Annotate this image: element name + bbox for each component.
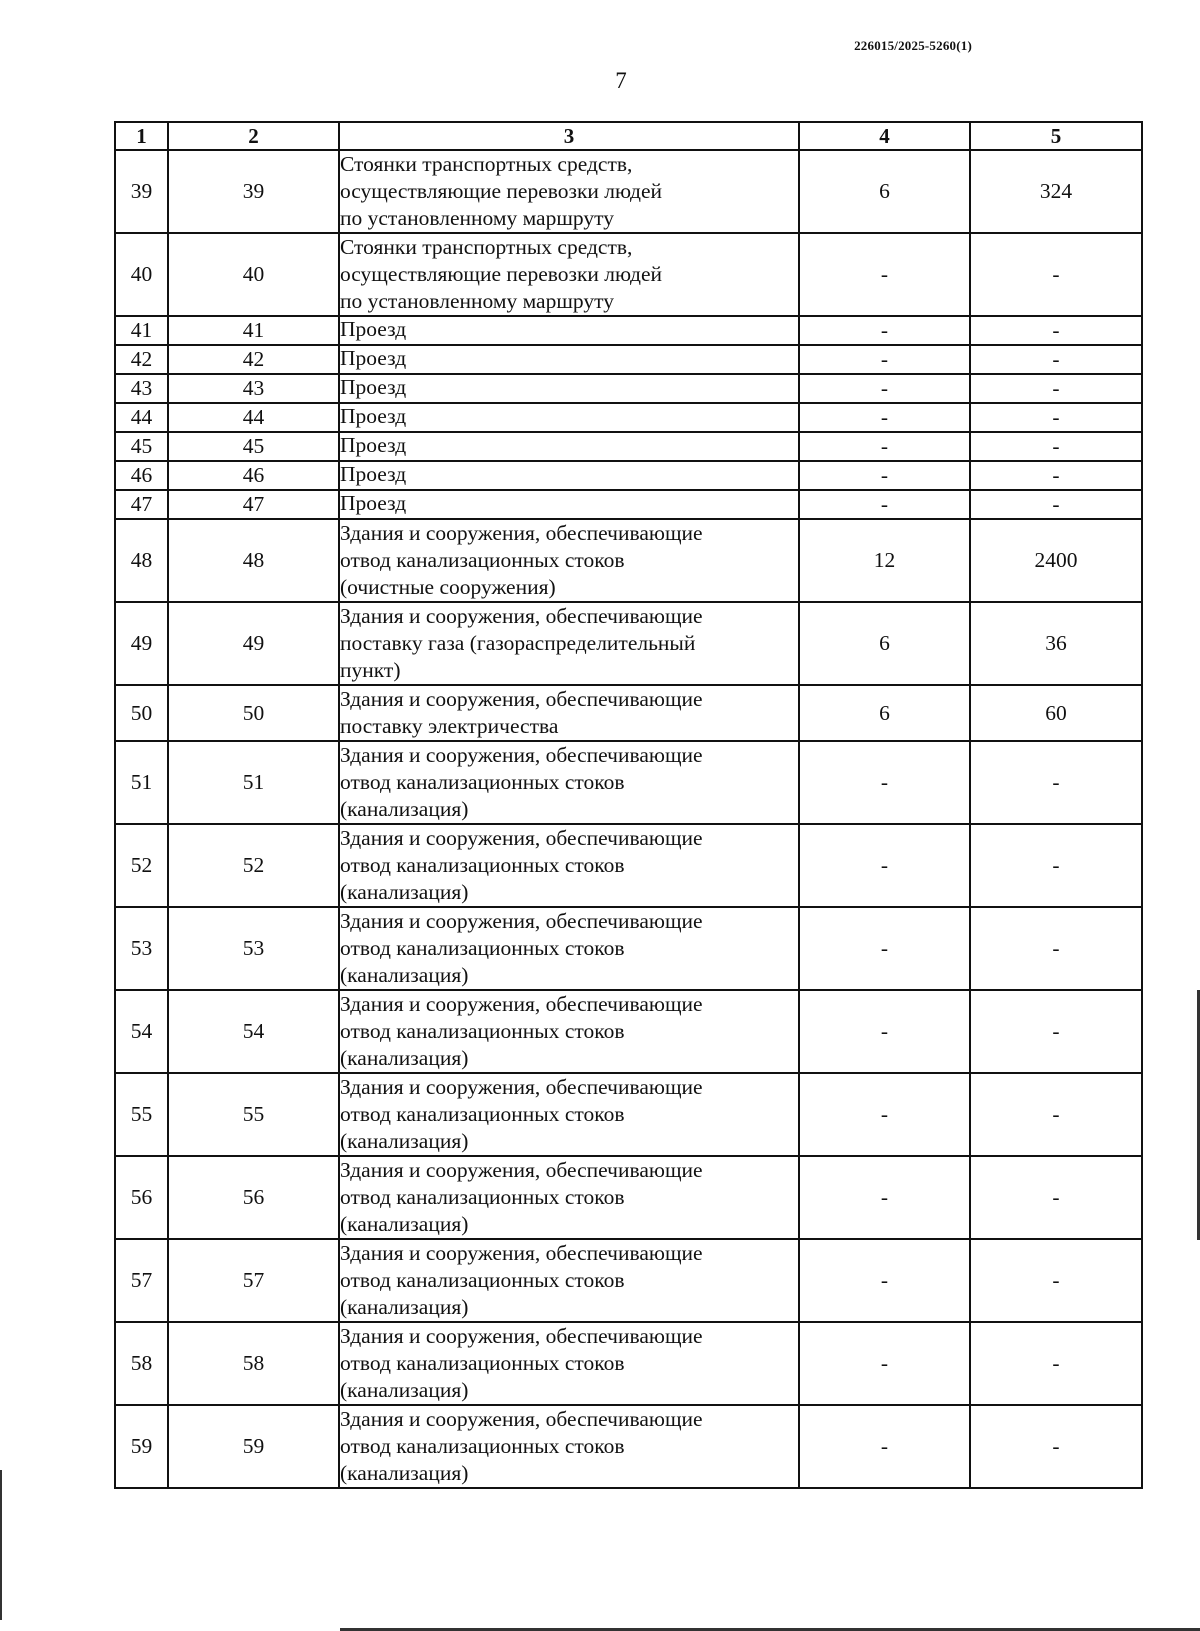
- cell-number-2: 55: [168, 1073, 339, 1156]
- cell-value-4: 12: [799, 519, 970, 602]
- cell-object-name: [339, 316, 799, 345]
- cell-number: 40: [115, 233, 168, 316]
- table-row: [115, 1322, 1142, 1405]
- table-row: [115, 403, 1142, 432]
- cell-object-name: [339, 1405, 799, 1488]
- cell-number-2: 56: [168, 1156, 339, 1239]
- object-name-line: по установленному маршруту: [340, 289, 614, 313]
- cell-value-4: -: [799, 461, 970, 490]
- cell-object-name: [339, 432, 799, 461]
- cell-number: 44: [115, 403, 168, 432]
- cell-value-4: -: [799, 1156, 970, 1239]
- object-name-line: отвод канализационных стоков: [340, 1019, 625, 1043]
- register-table: [114, 121, 1143, 1489]
- cell-value-4: 6: [799, 602, 970, 685]
- cell-number-2: 41: [168, 316, 339, 345]
- object-name-line: Здания и сооружения, обеспечивающие: [340, 992, 703, 1016]
- cell-object-name: [339, 685, 799, 741]
- cell-number: 56: [115, 1156, 168, 1239]
- column-header-1: 1: [115, 122, 168, 150]
- object-name-line: Проезд: [340, 346, 407, 370]
- cell-value-5: -: [970, 1322, 1142, 1405]
- cell-value-4: -: [799, 1322, 970, 1405]
- cell-object-name: [339, 150, 799, 233]
- cell-number-2: 49: [168, 602, 339, 685]
- cell-value-5: -: [970, 1405, 1142, 1488]
- cell-number-2: 39: [168, 150, 339, 233]
- cell-value-5: 2400: [970, 519, 1142, 602]
- object-name-line: Здания и сооружения, обеспечивающие: [340, 1407, 703, 1431]
- cell-number: 58: [115, 1322, 168, 1405]
- object-name-line: Здания и сооружения, обеспечивающие: [340, 1075, 703, 1099]
- column-header-2: 2: [168, 122, 339, 150]
- cell-object-name: [339, 490, 799, 519]
- header-row: [115, 122, 1142, 150]
- cell-value-4: -: [799, 907, 970, 990]
- document-number: 226015/2025-5260(1): [854, 38, 972, 53]
- cell-object-name: [339, 233, 799, 316]
- cell-value-5: -: [970, 403, 1142, 432]
- cell-number-2: 48: [168, 519, 339, 602]
- object-name-line: Здания и сооружения, обеспечивающие: [340, 743, 703, 767]
- table-row: [115, 432, 1142, 461]
- cell-number: 46: [115, 461, 168, 490]
- object-name-line: осуществляющие перевозки людей: [340, 179, 662, 203]
- cell-value-4: -: [799, 741, 970, 824]
- cell-value-5: 36: [970, 602, 1142, 685]
- object-name-line: поставку электричества: [340, 714, 559, 738]
- cell-value-4: -: [799, 490, 970, 519]
- cell-value-5: 60: [970, 685, 1142, 741]
- table-row: [115, 602, 1142, 685]
- table-body: [115, 150, 1142, 1488]
- cell-value-4: 6: [799, 685, 970, 741]
- cell-value-5: -: [970, 990, 1142, 1073]
- table-row: [115, 316, 1142, 345]
- cell-value-4: -: [799, 233, 970, 316]
- object-name-line: Проезд: [340, 404, 407, 428]
- object-name-line: Здания и сооружения, обеспечивающие: [340, 826, 703, 850]
- cell-value-4: -: [799, 374, 970, 403]
- cell-value-5: -: [970, 316, 1142, 345]
- cell-value-5: -: [970, 824, 1142, 907]
- cell-number-2: 50: [168, 685, 339, 741]
- cell-object-name: [339, 824, 799, 907]
- cell-number-2: 54: [168, 990, 339, 1073]
- cell-number: 53: [115, 907, 168, 990]
- object-name-line: (канализация): [340, 1461, 469, 1485]
- object-name-line: (канализация): [340, 1129, 469, 1153]
- cell-object-name: [339, 1322, 799, 1405]
- object-name-line: Здания и сооружения, обеспечивающие: [340, 1241, 703, 1265]
- table-header: [115, 122, 1142, 150]
- cell-object-name: [339, 345, 799, 374]
- table-row: [115, 824, 1142, 907]
- column-header-3: 3: [339, 122, 799, 150]
- column-header-5: 5: [970, 122, 1142, 150]
- object-name-line: (канализация): [340, 880, 469, 904]
- object-name-line: (канализация): [340, 1295, 469, 1319]
- cell-number-2: 44: [168, 403, 339, 432]
- cell-object-name: [339, 519, 799, 602]
- object-name-line: отвод канализационных стоков: [340, 1102, 625, 1126]
- cell-number: 51: [115, 741, 168, 824]
- table-row: [115, 1239, 1142, 1322]
- table-row: [115, 519, 1142, 602]
- cell-number: 57: [115, 1239, 168, 1322]
- cell-value-5: -: [970, 461, 1142, 490]
- cell-number-2: 45: [168, 432, 339, 461]
- cell-value-5: -: [970, 1239, 1142, 1322]
- cell-number-2: 40: [168, 233, 339, 316]
- cell-object-name: [339, 461, 799, 490]
- cell-number: 59: [115, 1405, 168, 1488]
- object-name-line: отвод канализационных стоков: [340, 1268, 625, 1292]
- cell-number: 55: [115, 1073, 168, 1156]
- object-name-line: Стоянки транспортных средств,: [340, 235, 633, 259]
- cell-object-name: [339, 741, 799, 824]
- cell-object-name: [339, 403, 799, 432]
- cell-number-2: 51: [168, 741, 339, 824]
- cell-object-name: [339, 602, 799, 685]
- object-name-line: Проезд: [340, 462, 407, 486]
- cell-number: 42: [115, 345, 168, 374]
- object-name-line: Проезд: [340, 491, 407, 515]
- cell-value-4: -: [799, 432, 970, 461]
- object-name-line: Проезд: [340, 375, 407, 399]
- cell-number-2: 47: [168, 490, 339, 519]
- cell-object-name: [339, 374, 799, 403]
- cell-value-4: -: [799, 403, 970, 432]
- object-name-line: отвод канализационных стоков: [340, 548, 625, 572]
- cell-value-5: -: [970, 233, 1142, 316]
- object-name-line: Здания и сооружения, обеспечивающие: [340, 687, 703, 711]
- cell-object-name: [339, 1239, 799, 1322]
- cell-number-2: 57: [168, 1239, 339, 1322]
- cell-value-5: -: [970, 741, 1142, 824]
- cell-number-2: 53: [168, 907, 339, 990]
- object-name-line: отвод канализационных стоков: [340, 1351, 625, 1375]
- scan-artifact-left: [0, 1470, 2, 1620]
- table-row: [115, 1073, 1142, 1156]
- table-row: [115, 490, 1142, 519]
- cell-number: 48: [115, 519, 168, 602]
- object-name-line: Проезд: [340, 433, 407, 457]
- object-name-line: поставку газа (газораспределительный: [340, 631, 696, 655]
- cell-number-2: 59: [168, 1405, 339, 1488]
- table-row: [115, 685, 1142, 741]
- cell-value-5: -: [970, 907, 1142, 990]
- object-name-line: осуществляющие перевозки людей: [340, 262, 662, 286]
- object-name-line: отвод канализационных стоков: [340, 770, 625, 794]
- cell-number: 47: [115, 490, 168, 519]
- object-name-line: отвод канализационных стоков: [340, 936, 625, 960]
- table-row: [115, 150, 1142, 233]
- object-name-line: отвод канализационных стоков: [340, 1185, 625, 1209]
- cell-object-name: [339, 1073, 799, 1156]
- cell-value-4: -: [799, 1239, 970, 1322]
- cell-value-5: -: [970, 374, 1142, 403]
- cell-number: 41: [115, 316, 168, 345]
- cell-object-name: [339, 907, 799, 990]
- object-name-line: (канализация): [340, 1378, 469, 1402]
- cell-number: 54: [115, 990, 168, 1073]
- cell-number: 45: [115, 432, 168, 461]
- cell-value-4: -: [799, 345, 970, 374]
- object-name-line: (канализация): [340, 963, 469, 987]
- table-row: [115, 741, 1142, 824]
- table-row: [115, 907, 1142, 990]
- cell-number-2: 42: [168, 345, 339, 374]
- page-number: 7: [615, 68, 627, 93]
- cell-object-name: [339, 990, 799, 1073]
- object-name-line: Здания и сооружения, обеспечивающие: [340, 521, 703, 545]
- cell-value-4: 6: [799, 150, 970, 233]
- table-row: [115, 1405, 1142, 1488]
- object-name-line: отвод канализационных стоков: [340, 1434, 625, 1458]
- cell-number-2: 43: [168, 374, 339, 403]
- cell-number-2: 52: [168, 824, 339, 907]
- object-name-line: (канализация): [340, 1212, 469, 1236]
- cell-number-2: 46: [168, 461, 339, 490]
- object-name-line: (канализация): [340, 797, 469, 821]
- object-name-line: (канализация): [340, 1046, 469, 1070]
- object-name-line: Стоянки транспортных средств,: [340, 152, 633, 176]
- object-name-line: Здания и сооружения, обеспечивающие: [340, 1158, 703, 1182]
- object-name-line: Здания и сооружения, обеспечивающие: [340, 909, 703, 933]
- table-row: [115, 990, 1142, 1073]
- cell-value-5: -: [970, 490, 1142, 519]
- cell-value-4: -: [799, 1405, 970, 1488]
- cell-number: 52: [115, 824, 168, 907]
- cell-number: 49: [115, 602, 168, 685]
- table-row: [115, 233, 1142, 316]
- object-name-line: пункт): [340, 658, 401, 682]
- cell-number: 50: [115, 685, 168, 741]
- cell-object-name: [339, 1156, 799, 1239]
- object-name-line: Проезд: [340, 317, 407, 341]
- object-name-line: Здания и сооружения, обеспечивающие: [340, 1324, 703, 1348]
- cell-value-5: -: [970, 1073, 1142, 1156]
- cell-value-5: -: [970, 432, 1142, 461]
- cell-value-5: -: [970, 345, 1142, 374]
- object-name-line: по установленному маршруту: [340, 206, 614, 230]
- cell-number: 39: [115, 150, 168, 233]
- table-row: [115, 345, 1142, 374]
- object-name-line: (очистные сооружения): [340, 575, 556, 599]
- table-row: [115, 1156, 1142, 1239]
- object-name-line: отвод канализационных стоков: [340, 853, 625, 877]
- cell-value-4: -: [799, 1073, 970, 1156]
- cell-value-4: -: [799, 990, 970, 1073]
- table-row: [115, 461, 1142, 490]
- cell-value-4: -: [799, 824, 970, 907]
- cell-number-2: 58: [168, 1322, 339, 1405]
- table-row: [115, 374, 1142, 403]
- cell-value-5: 324: [970, 150, 1142, 233]
- object-name-line: Здания и сооружения, обеспечивающие: [340, 604, 703, 628]
- cell-value-5: -: [970, 1156, 1142, 1239]
- cell-number: 43: [115, 374, 168, 403]
- column-header-4: 4: [799, 122, 970, 150]
- cell-value-4: -: [799, 316, 970, 345]
